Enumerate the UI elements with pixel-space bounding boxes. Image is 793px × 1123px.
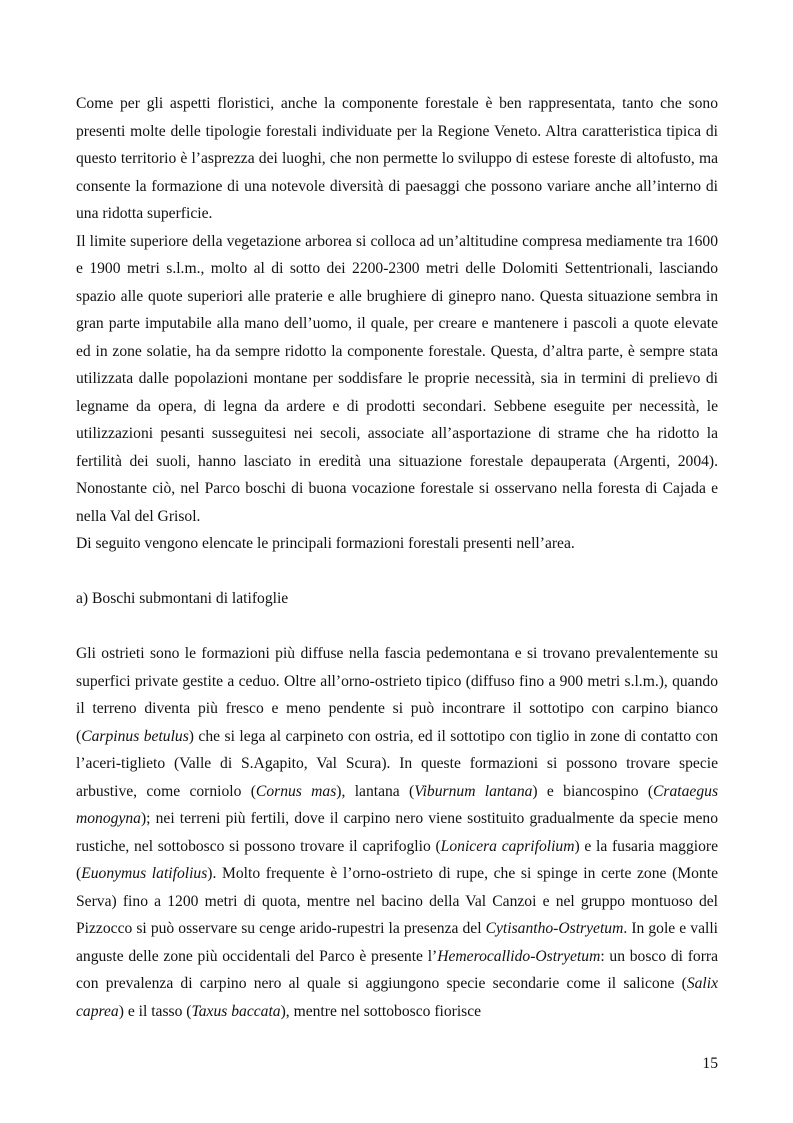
species-name: Taxus baccata [191,1002,281,1020]
species-name: Euonymus latifolius [81,865,208,882]
text-segment: ), lantana ( [336,782,415,800]
paragraph-ostrieti [76,640,718,1025]
species-name: Viburnum lantana [414,782,533,800]
text-segment: ) e la fusaria maggiore ( [76,837,718,882]
text-segment: ). Molto frequente è l’orno-ostrieto di rupe, che si spinge in certe zone (Monte Serva) fino a 1200 metri di quota, mentre nel bacino della Val Canzoi e nel gruppo montuoso del Pizzocco si può osservare su cenge arido-rupestri la presenza del [76,865,719,937]
species-name: Cornus mas [255,782,337,800]
paragraph-gap [76,558,718,586]
paragraph-list-intro: Di seguito vengono elencate le principali formazioni forestali presenti nell’area. [76,535,575,552]
species-name: Lonicera caprifolium [440,837,575,855]
association-name: Hemerocallido-Ostryetum [437,947,601,965]
text-segment: ), mentre nel sottobosco fiorisce [280,1002,482,1020]
text-segment: Gli ostrieti sono le formazioni più diffuse nella fascia pedemontana e si trovano prevalentemente su superfici private gestite a ceduo. Oltre all’orno-ostrieto tipico (diffuso fino a 900 metri s.l.m.), quando il terreno diventa più fresco e meno pendente si può incontrare il sottotipo con carpino bianco ( [76,645,718,745]
text-segment: ) e il tasso ( [118,1002,192,1020]
text-segment: ) che si lega al carpineto con ostria, ed il sottotipo con tiglio in zone di contatto con l’aceri-tiglieto (Valle di S.Agapito, Val Scura). In queste formazioni si possono trovare specie arbustive, come corniolo ( [76,727,718,800]
paragraph-tree-line: Il limite superiore della vegetazione arborea si colloca ad un’altitudine compresa mediamente tra 1600 e 1900 metri s.l.m., molto al di sotto dei 2200-2300 metri delle Dolomiti Settentrionali, lasciando spazio alle quote superiori alle praterie e alle brughiere di ginepro nano. Questa situazione sembra in gran parte imputabile alla mano dell’uomo, il quale, per creare e mantenere i pascoli a quote elevate ed in zone solatie, ha da sempre ridotto la componente forestale. Questa, d’altra parte, è sempre stata utilizzata dalle popolazioni montane per soddisfare le proprie necessità, sia in termini di prelievo di legname da opera, di legna da ardere e di prodotti secondari. Sebbene eseguite per necessità, le utilizzazioni pesanti susseguitesi nei secoli, associate all’asportazione di strame che ha ridotto la fertilità dei suoli, hanno lasciato in eredità una situazione forestale depauperata (Argenti, 2004). Nonostante ciò, nel Parco boschi di buona vocazione forestale si osservano nella foresta di Cajada e nella Val del Grisol. [76,232,718,525]
text-segment: ) e biancospino ( [532,782,654,800]
species-name: Crataegus monogyna [76,782,719,827]
page-number: 15 [702,1055,718,1072]
paragraph-gap [76,613,718,641]
text-segment: : un bosco di forra con prevalenza di carpino nero al quale si aggiungono specie secondarie come il salicone ( [76,947,719,992]
text-segment: . In gole e valli anguste delle zone più occidentali del Parco è presente l’ [76,920,719,965]
paragraph-forest-overview: Come per gli aspetti floristici, anche la componente forestale è ben rappresentata, tanto che sono presenti molte delle tipologie forestali individuate per la Regione Veneto. Altra caratteristica tipica di questo territorio è l’asprezza dei luoghi, che non permette lo sviluppo di estese foreste di altofusto, ma consente la formazione di una notevole diversità di paesaggi che possono variare anche all’interno di una ridotta superficie. [76,95,718,222]
species-name: Carpinus betulus [81,727,189,745]
text-segment: ); nei terreni più fertili, dove il carpino nero viene sostituito gradualmente da specie meno rustiche, nel sottobosco si possono trovare il caprifoglio ( [76,810,718,855]
species-name: Salix caprea [76,975,718,1020]
section-heading: a) Boschi submontani di latifoglie [76,590,289,607]
body-text [76,90,718,1025]
association-name: Cytisantho-Ostryetum [485,920,624,937]
